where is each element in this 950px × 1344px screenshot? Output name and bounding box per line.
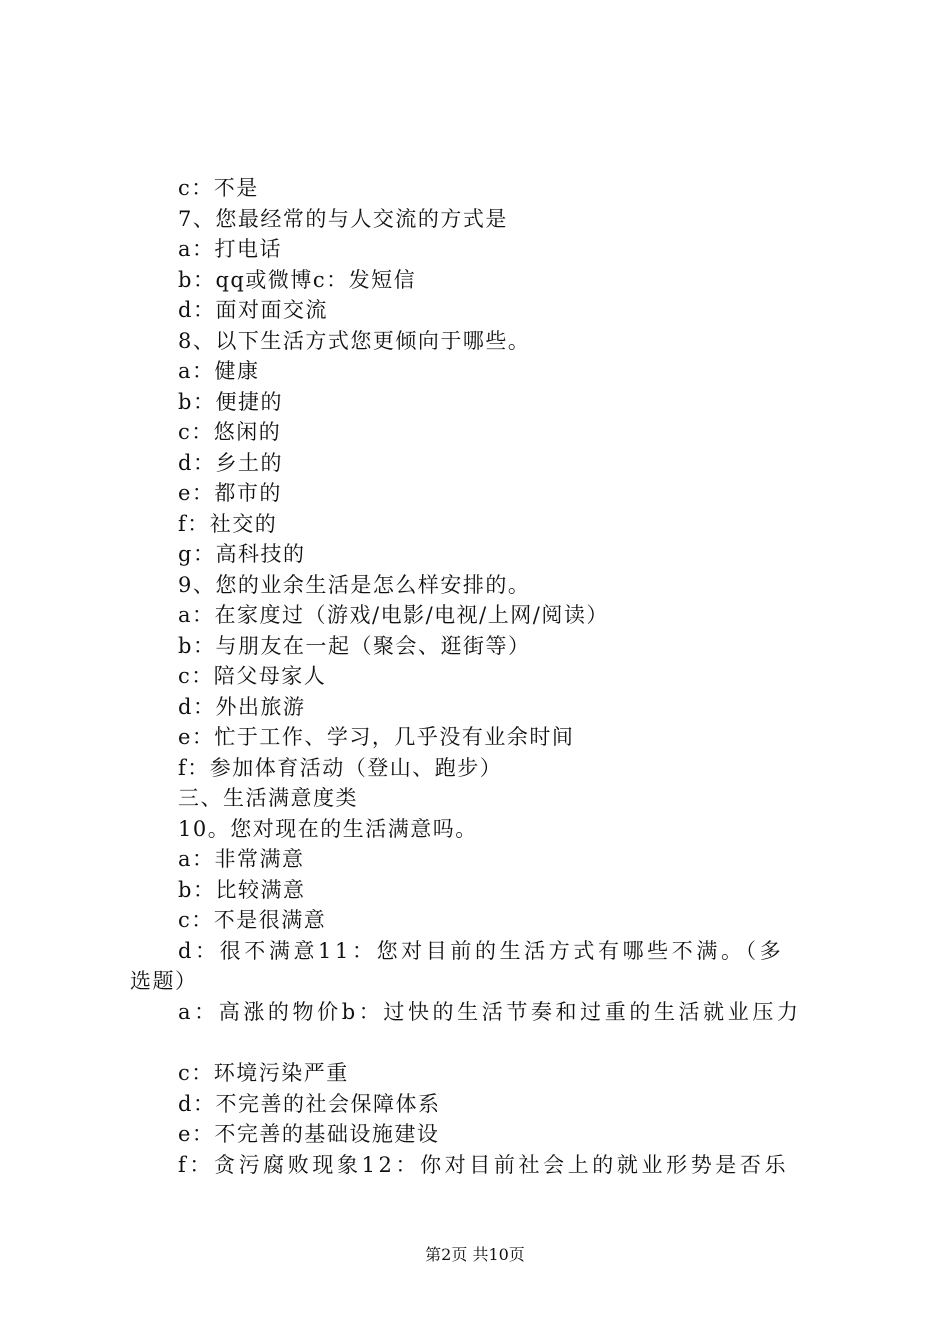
text-line: a：健康: [178, 359, 260, 383]
text-line: f：社交的: [178, 511, 278, 536]
question-8: 8、以下生活方式您更倾向于哪些。: [178, 328, 531, 353]
text-line: f：贪污腐败现象12：你对目前社会上的就业形势是否乐: [178, 1152, 790, 1177]
text-line: e：不完善的基础设施建设: [178, 1122, 440, 1146]
text-line: c：悠闲的: [178, 420, 282, 444]
section-heading: 三、生活满意度类: [178, 786, 358, 810]
text-line: a：高涨的物价b：过快的生活节奏和过重的生活就业压力: [178, 999, 802, 1024]
text-line: c：环境污染严重: [178, 1061, 349, 1085]
text-line: a：在家度过（游戏/电影/电视/上网/阅读）: [178, 603, 609, 627]
text-line: d：不完善的社会保障体系: [178, 1091, 441, 1116]
text-line: e：都市的: [178, 481, 282, 505]
text-line: e：忙于工作、学习，几乎没有业余时间: [178, 725, 575, 749]
question-9: 9、您的业余生活是怎么样安排的。: [178, 572, 531, 597]
text-line: d：乡土的: [178, 450, 283, 475]
text-line: d：面对面交流: [178, 298, 328, 322]
document-body: [130, 173, 830, 1180]
text-line: c：陪父母家人: [178, 664, 327, 688]
text-line: b：便捷的: [178, 389, 283, 414]
text-line: g：高科技的: [178, 542, 306, 566]
text-line: d：外出旅游: [178, 694, 306, 719]
text-line: b：比较满意: [178, 877, 306, 902]
text-line: b：qq或微博c：发短信: [178, 267, 417, 292]
text-line: b：与朋友在一起（聚会、逛街等）: [178, 633, 531, 658]
text-line: 选题）: [130, 969, 198, 993]
text-line: f：参加体育活动（登山、跑步）: [178, 755, 503, 780]
text-line: c：不是很满意: [178, 908, 327, 932]
text-line: c：不是: [178, 176, 259, 200]
page-number: 第2页 共10页: [425, 1245, 525, 1264]
text-line: d：很不满意11：您对目前的生活方式有哪些不满。（多: [178, 938, 785, 963]
question-7: 7、您最经常的与人交流的方式是: [178, 206, 508, 231]
text-line: a：非常满意: [178, 847, 305, 871]
question-10: 10。您对现在的生活满意吗。: [178, 816, 478, 841]
text-line: a：打电话: [178, 237, 283, 261]
